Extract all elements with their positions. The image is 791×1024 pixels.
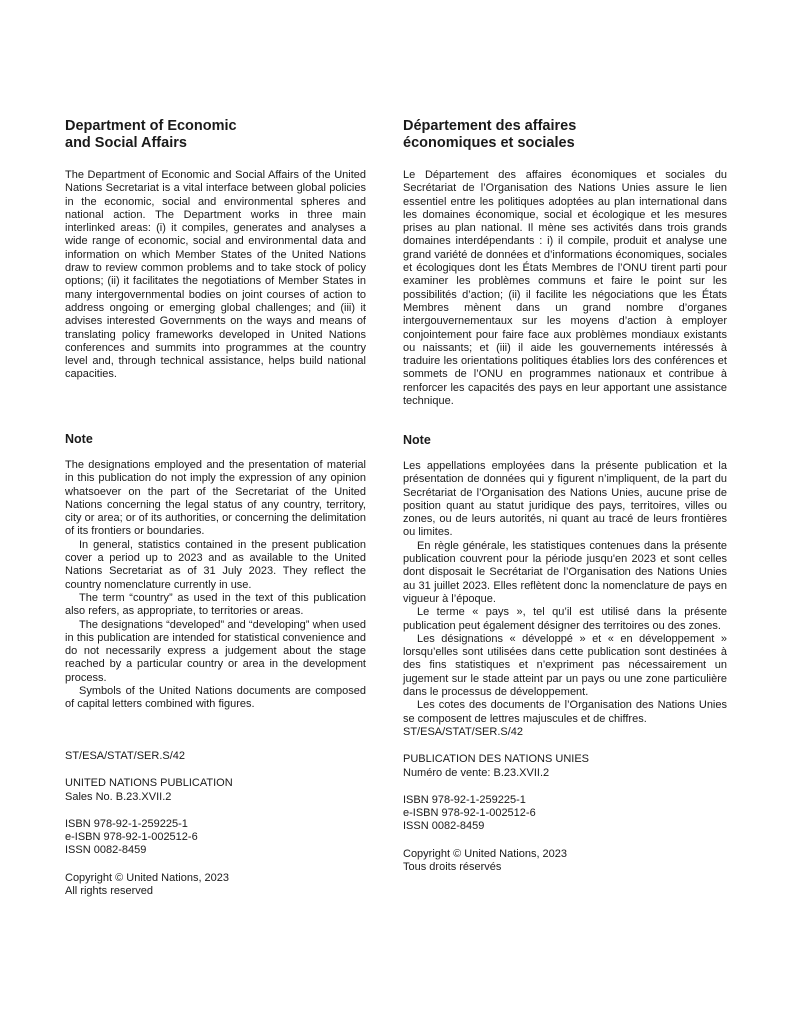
department-title-line-1-fr: Département des affaires [403, 118, 577, 134]
note-paragraph-fr: Les cotes des documents de l’Organisation des Nations Unies se composent de lettres majuscules et de chiffres. [403, 699, 727, 725]
publication-info-fr [403, 726, 727, 874]
publication-label-fr: PUBLICATION DES NATIONS UNIES [403, 753, 590, 766]
note-paragraph: The designations “developed” and “developing” when used in this publication are intended for statistical convenience and do not necessarily express a judgement about the stage reached by a particular country or area in the development process. [65, 618, 366, 684]
department-title-line-2-fr: économiques et sociales [403, 135, 575, 151]
note-body [65, 459, 366, 712]
document-symbol-fr: ST/ESA/STAT/SER.S/42 [403, 726, 524, 738]
document-symbol: ST/ESA/STAT/SER.S/42 [65, 750, 186, 762]
note-paragraph-fr: Les désignations « développé » et « en développement » lorsqu’elles sont utilisées dans cette publication sont destinées à des fins statistiques et n’expriment pas nécessairement un jugement sur le stade atteint par un pays ou une zone particulière dans le processus de développement. [403, 632, 727, 699]
isbn-fr: ISBN 978-92-1-259225-1 [403, 793, 526, 806]
note-paragraph-fr: Les appellations employées dans la présente publication et la présentation de données qui y figurent n’impliquent, de la part du Secrétariat de l’Organisation des Nations Unies, aucune prise de position quant au statut juridique des pays, territoires, villes ou zones, ou de leurs autorités, ni quant au tracé de leurs frontières ou limites. [403, 460, 727, 539]
eisbn-fr: e-ISBN 978-92-1-002512-6 [403, 807, 536, 820]
department-description [65, 169, 366, 382]
publication-info [65, 750, 366, 898]
department-description-fr [403, 169, 727, 408]
department-text-fr: Le Département des affaires économiques et sociales du Secrétariat de l’Organisation des Nations Unies assure le lien essentiel entre les politiques adoptées au plan international dans les domaines économique, social et écologique et les mesures prises au plan national. Il mène ses activités dans trois grands domaines interdépendants : i) il compile, produit et analyse une grand variété de données et d’informations économiques, sociales et écologiques dont les États Membres de l’ONU tirent parti pour examiner les problèmes communs et faire le point sur les possibilités d’action; (ii) il facilite les négociations que les États Membres mènent dans un grand nombre d’organes intergouvernementaux sur les moyens d’action à employer conjointement pour faire face aux problèmes mondiaux existants ou naissants; et (iii) il aide les gouvernements intéressés à traduire les orientations politiques établies lors des conférences et sommets de l’ONU en programmes nationaux et contribue à renforcer les capacités des pays en leur apportant une assistance technique. [403, 169, 727, 408]
issn: ISSN 0082-8459 [65, 844, 147, 857]
isbn: ISBN 978-92-1-259225-1 [65, 817, 188, 830]
note-paragraph: Symbols of the United Nations documents are composed of capital letters combined with figures. [65, 685, 366, 711]
note-body-fr [403, 460, 727, 726]
sales-number-fr: Numéro de vente: B.23.XVII.2 [403, 766, 550, 779]
department-heading [65, 118, 366, 152]
note-heading-fr: Note [403, 433, 431, 447]
note-heading: Note [65, 432, 93, 446]
department-text: The Department of Economic and Social Affairs of the United Nations Secretariat is a vital interface between global policies in the economic, social and environmental spheres and national action. The Department works in three main interlinked areas: (i) it compiles, generates and analyses a wide range of economic, social and environmental data and information on which Member States of the United Nations draw to review common problems and to take stock of policy options; (ii) it facilitates the negotiations of Member States in many intergovernmental bodies on joint courses of action to address ongoing or emerging global challenges; and (iii) it advises interested Governments on the ways and means of translating policy frameworks developed in United Nations conferences and summits into programmes at the country level and, through technical assistance, helps build national capacities. [65, 169, 366, 381]
note-paragraph-fr: Le terme « pays », tel qu’il est utilisé dans la présente publication peut également désigner des territoires ou des zones. [403, 606, 727, 632]
department-title-line-2: and Social Affairs [65, 135, 187, 151]
eisbn: e-ISBN 978-92-1-002512-6 [65, 831, 198, 844]
publication-label: UNITED NATIONS PUBLICATION [65, 777, 233, 790]
department-title-line-1: Department of Economic [65, 118, 237, 134]
sales-number: Sales No. B.23.XVII.2 [65, 790, 172, 803]
note-paragraph: The designations employed and the presentation of material in this publication do not imply the expression of any opinion whatsoever on the part of the Secretariat of the United Nations concerning the legal status of any country, territory, city or area; or of its authorities, or concerning the delimitation of its frontiers or boundaries. [65, 459, 366, 538]
issn-fr: ISSN 0082-8459 [403, 820, 485, 833]
copyright-fr: Copyright © United Nations, 2023 [403, 847, 568, 860]
copyright: Copyright © United Nations, 2023 [65, 871, 230, 884]
department-heading-fr [403, 118, 727, 152]
note-paragraph: The term “country” as used in the text of this publication also refers, as appropriate, to territories or areas. [65, 591, 366, 618]
rights: All rights reserved [65, 885, 154, 898]
note-paragraph: In general, statistics contained in the present publication cover a period up to 2023 and as available to the United Nations Secretariat as of 31 July 2023. They reflect the country nomenclature currently in use. [65, 538, 366, 591]
note-section-fr [403, 432, 727, 449]
rights-fr: Tous droits réservés [403, 861, 502, 874]
note-section [65, 431, 366, 448]
note-paragraph-fr: En règle générale, les statistiques contenues dans la présente publication couvrent pour la période jusqu'en 2023 et sont celles dont disposait le Secrétariat de l’Organisation des Nations Unies au 31 juillet 2023. Elles reflètent donc la nomenclature de pays en vigueur à l’époque. [403, 539, 727, 605]
